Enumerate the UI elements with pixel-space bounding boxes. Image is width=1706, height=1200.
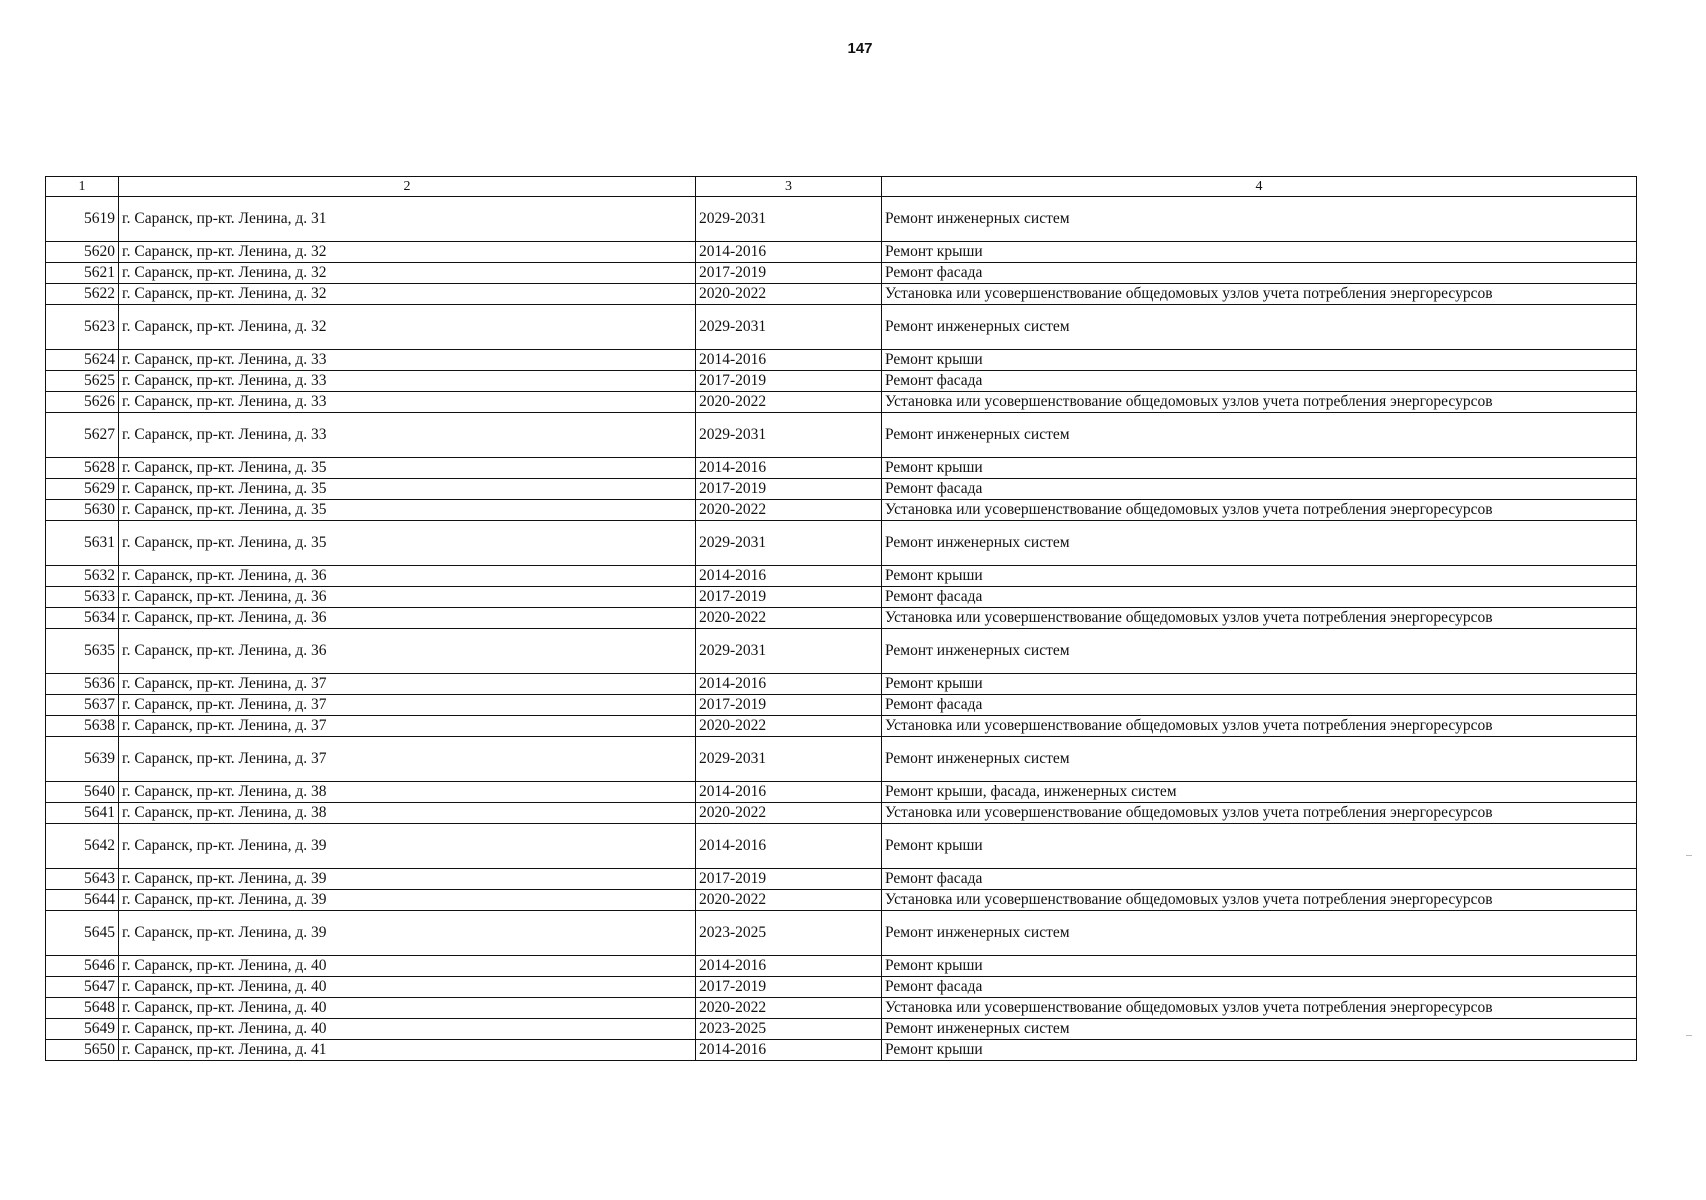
work-type-cell: Ремонт крыши, фасада, инженерных систем	[882, 782, 1637, 803]
row-number-cell: 5626	[46, 392, 119, 413]
address-cell: г. Саранск, пр-кт. Ленина, д. 37	[119, 695, 696, 716]
row-number-cell: 5619	[46, 197, 119, 242]
period-cell: 2014-2016	[696, 782, 882, 803]
table-row	[46, 566, 1637, 587]
column-header-3: 3	[696, 177, 882, 197]
period-cell: 2020-2022	[696, 803, 882, 824]
period-cell: 2023-2025	[696, 911, 882, 956]
table-row	[46, 782, 1637, 803]
address-cell: г. Саранск, пр-кт. Ленина, д. 36	[119, 566, 696, 587]
work-type-cell: Установка или усовершенствование общедомовых узлов учета потребления энергоресурсов	[882, 890, 1637, 911]
table-row	[46, 500, 1637, 521]
work-type-cell: Установка или усовершенствование общедомовых узлов учета потребления энергоресурсов	[882, 392, 1637, 413]
table-row	[46, 1019, 1637, 1040]
work-type-cell: Ремонт инженерных систем	[882, 521, 1637, 566]
address-cell: г. Саранск, пр-кт. Ленина, д. 37	[119, 737, 696, 782]
table-row	[46, 197, 1637, 242]
row-number-cell: 5636	[46, 674, 119, 695]
row-number-cell: 5631	[46, 521, 119, 566]
address-cell: г. Саранск, пр-кт. Ленина, д. 35	[119, 458, 696, 479]
address-cell: г. Саранск, пр-кт. Ленина, д. 33	[119, 371, 696, 392]
address-cell: г. Саранск, пр-кт. Ленина, д. 40	[119, 977, 696, 998]
work-type-cell: Ремонт крыши	[882, 566, 1637, 587]
address-cell: г. Саранск, пр-кт. Ленина, д. 37	[119, 674, 696, 695]
work-type-cell: Ремонт крыши	[882, 674, 1637, 695]
table-row	[46, 998, 1637, 1019]
period-cell: 2017-2019	[696, 263, 882, 284]
period-cell: 2029-2031	[696, 413, 882, 458]
row-number-cell: 5641	[46, 803, 119, 824]
address-cell: г. Саранск, пр-кт. Ленина, д. 32	[119, 284, 696, 305]
period-cell: 2017-2019	[696, 869, 882, 890]
address-cell: г. Саранск, пр-кт. Ленина, д. 33	[119, 392, 696, 413]
row-number-cell: 5640	[46, 782, 119, 803]
table-row	[46, 350, 1637, 371]
table-row	[46, 716, 1637, 737]
address-cell: г. Саранск, пр-кт. Ленина, д. 33	[119, 413, 696, 458]
address-cell: г. Саранск, пр-кт. Ленина, д. 36	[119, 608, 696, 629]
address-cell: г. Саранск, пр-кт. Ленина, д. 31	[119, 197, 696, 242]
table-row	[46, 479, 1637, 500]
row-number-cell: 5639	[46, 737, 119, 782]
address-cell: г. Саранск, пр-кт. Ленина, д. 41	[119, 1040, 696, 1061]
table-row	[46, 737, 1637, 782]
work-type-cell: Ремонт инженерных систем	[882, 305, 1637, 350]
work-type-cell: Ремонт фасада	[882, 263, 1637, 284]
work-type-cell: Ремонт фасада	[882, 977, 1637, 998]
row-number-cell: 5634	[46, 608, 119, 629]
address-cell: г. Саранск, пр-кт. Ленина, д. 32	[119, 242, 696, 263]
address-cell: г. Саранск, пр-кт. Ленина, д. 40	[119, 998, 696, 1019]
row-number-cell: 5642	[46, 824, 119, 869]
table-row	[46, 695, 1637, 716]
row-number-cell: 5646	[46, 956, 119, 977]
row-number-cell: 5628	[46, 458, 119, 479]
table-row	[46, 977, 1637, 998]
address-cell: г. Саранск, пр-кт. Ленина, д. 32	[119, 305, 696, 350]
work-type-cell: Ремонт крыши	[882, 242, 1637, 263]
column-header-2: 2	[119, 177, 696, 197]
period-cell: 2014-2016	[696, 674, 882, 695]
row-number-cell: 5633	[46, 587, 119, 608]
period-cell: 2014-2016	[696, 566, 882, 587]
period-cell: 2020-2022	[696, 998, 882, 1019]
work-type-cell: Ремонт крыши	[882, 458, 1637, 479]
address-cell: г. Саранск, пр-кт. Ленина, д. 39	[119, 890, 696, 911]
table-row	[46, 911, 1637, 956]
period-cell: 2029-2031	[696, 629, 882, 674]
row-number-cell: 5627	[46, 413, 119, 458]
period-cell: 2020-2022	[696, 890, 882, 911]
row-number-cell: 5644	[46, 890, 119, 911]
period-cell: 2020-2022	[696, 500, 882, 521]
address-cell: г. Саранск, пр-кт. Ленина, д. 32	[119, 263, 696, 284]
period-cell: 2029-2031	[696, 197, 882, 242]
table-row	[46, 263, 1637, 284]
work-type-cell: Установка или усовершенствование общедомовых узлов учета потребления энергоресурсов	[882, 284, 1637, 305]
row-number-cell: 5647	[46, 977, 119, 998]
period-cell: 2014-2016	[696, 956, 882, 977]
table-row	[46, 629, 1637, 674]
period-cell: 2017-2019	[696, 479, 882, 500]
table-row	[46, 890, 1637, 911]
column-header-4: 4	[882, 177, 1637, 197]
period-cell: 2020-2022	[696, 716, 882, 737]
period-cell: 2014-2016	[696, 824, 882, 869]
period-cell: 2014-2016	[696, 458, 882, 479]
row-number-cell: 5629	[46, 479, 119, 500]
table-header-row	[46, 177, 1637, 197]
row-number-cell: 5649	[46, 1019, 119, 1040]
row-number-cell: 5638	[46, 716, 119, 737]
page-number: 147	[847, 40, 873, 57]
period-cell: 2023-2025	[696, 1019, 882, 1040]
scan-mark	[1686, 1035, 1692, 1036]
period-cell: 2014-2016	[696, 1040, 882, 1061]
address-cell: г. Саранск, пр-кт. Ленина, д. 36	[119, 629, 696, 674]
address-cell: г. Саранск, пр-кт. Ленина, д. 38	[119, 803, 696, 824]
address-cell: г. Саранск, пр-кт. Ленина, д. 35	[119, 479, 696, 500]
work-type-cell: Ремонт крыши	[882, 1040, 1637, 1061]
row-number-cell: 5632	[46, 566, 119, 587]
work-type-cell: Ремонт инженерных систем	[882, 629, 1637, 674]
table-row	[46, 305, 1637, 350]
work-type-cell: Ремонт инженерных систем	[882, 197, 1637, 242]
row-number-cell: 5648	[46, 998, 119, 1019]
address-cell: г. Саранск, пр-кт. Ленина, д. 33	[119, 350, 696, 371]
row-number-cell: 5645	[46, 911, 119, 956]
address-cell: г. Саранск, пр-кт. Ленина, д. 38	[119, 782, 696, 803]
table-row	[46, 458, 1637, 479]
address-cell: г. Саранск, пр-кт. Ленина, д. 40	[119, 956, 696, 977]
period-cell: 2017-2019	[696, 587, 882, 608]
row-number-cell: 5621	[46, 263, 119, 284]
row-number-cell: 5622	[46, 284, 119, 305]
table-row	[46, 371, 1637, 392]
row-number-cell: 5643	[46, 869, 119, 890]
work-type-cell: Ремонт крыши	[882, 824, 1637, 869]
table-row	[46, 521, 1637, 566]
row-number-cell: 5637	[46, 695, 119, 716]
table-row	[46, 608, 1637, 629]
period-cell: 2014-2016	[696, 242, 882, 263]
address-cell: г. Саранск, пр-кт. Ленина, д. 39	[119, 869, 696, 890]
period-cell: 2020-2022	[696, 392, 882, 413]
work-type-cell: Ремонт фасада	[882, 869, 1637, 890]
repair-schedule-table	[45, 176, 1637, 1061]
work-type-cell: Установка или усовершенствование общедомовых узлов учета потребления энергоресурсов	[882, 998, 1637, 1019]
period-cell: 2014-2016	[696, 350, 882, 371]
work-type-cell: Установка или усовершенствование общедомовых узлов учета потребления энергоресурсов	[882, 608, 1637, 629]
work-type-cell: Ремонт фасада	[882, 587, 1637, 608]
row-number-cell: 5635	[46, 629, 119, 674]
period-cell: 2029-2031	[696, 737, 882, 782]
work-type-cell: Ремонт фасада	[882, 695, 1637, 716]
table-row	[46, 413, 1637, 458]
table-row	[46, 284, 1637, 305]
address-cell: г. Саранск, пр-кт. Ленина, д. 35	[119, 521, 696, 566]
work-type-cell: Ремонт фасада	[882, 479, 1637, 500]
table-row	[46, 869, 1637, 890]
work-type-cell: Ремонт инженерных систем	[882, 1019, 1637, 1040]
work-type-cell: Ремонт фасада	[882, 371, 1637, 392]
table-row	[46, 587, 1637, 608]
period-cell: 2020-2022	[696, 608, 882, 629]
table-row	[46, 242, 1637, 263]
address-cell: г. Саранск, пр-кт. Ленина, д. 40	[119, 1019, 696, 1040]
period-cell: 2029-2031	[696, 305, 882, 350]
work-type-cell: Ремонт крыши	[882, 350, 1637, 371]
address-cell: г. Саранск, пр-кт. Ленина, д. 36	[119, 587, 696, 608]
row-number-cell: 5650	[46, 1040, 119, 1061]
table-row	[46, 956, 1637, 977]
table-row	[46, 392, 1637, 413]
row-number-cell: 5624	[46, 350, 119, 371]
work-type-cell: Ремонт крыши	[882, 956, 1637, 977]
table-row	[46, 803, 1637, 824]
row-number-cell: 5623	[46, 305, 119, 350]
work-type-cell: Установка или усовершенствование общедомовых узлов учета потребления энергоресурсов	[882, 500, 1637, 521]
table-body	[46, 197, 1637, 1061]
row-number-cell: 5625	[46, 371, 119, 392]
table-row	[46, 824, 1637, 869]
row-number-cell: 5620	[46, 242, 119, 263]
table-row	[46, 674, 1637, 695]
address-cell: г. Саранск, пр-кт. Ленина, д. 37	[119, 716, 696, 737]
period-cell: 2017-2019	[696, 977, 882, 998]
table-row	[46, 1040, 1637, 1061]
address-cell: г. Саранск, пр-кт. Ленина, д. 39	[119, 824, 696, 869]
work-type-cell: Ремонт инженерных систем	[882, 737, 1637, 782]
period-cell: 2029-2031	[696, 521, 882, 566]
period-cell: 2017-2019	[696, 371, 882, 392]
column-header-1: 1	[46, 177, 119, 197]
row-number-cell: 5630	[46, 500, 119, 521]
period-cell: 2020-2022	[696, 284, 882, 305]
work-type-cell: Установка или усовершенствование общедомовых узлов учета потребления энергоресурсов	[882, 803, 1637, 824]
scan-mark	[1686, 855, 1692, 856]
period-cell: 2017-2019	[696, 695, 882, 716]
address-cell: г. Саранск, пр-кт. Ленина, д. 39	[119, 911, 696, 956]
address-cell: г. Саранск, пр-кт. Ленина, д. 35	[119, 500, 696, 521]
work-type-cell: Ремонт инженерных систем	[882, 911, 1637, 956]
work-type-cell: Ремонт инженерных систем	[882, 413, 1637, 458]
work-type-cell: Установка или усовершенствование общедомовых узлов учета потребления энергоресурсов	[882, 716, 1637, 737]
